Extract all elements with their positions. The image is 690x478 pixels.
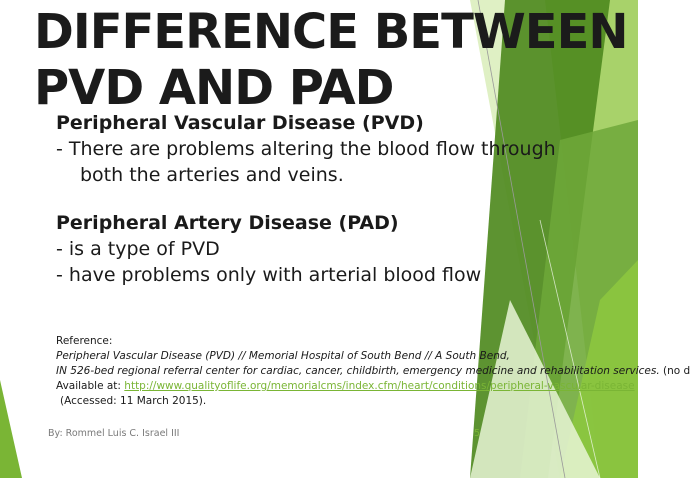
reference-available-row bbox=[56, 379, 690, 394]
reference-line-2-row bbox=[56, 364, 690, 379]
slide-title-line-1: DIFFERENCE BETWEEN bbox=[34, 4, 628, 60]
reference-line-2-tail: (no d bbox=[659, 365, 690, 377]
reference-line-2: IN 526-bed regional referral center for cardiac, cancer, childbirth, emergency medicine and rehabilitation services. bbox=[56, 365, 660, 377]
pad-line-1: - is a type of PVD bbox=[56, 238, 220, 260]
pad-line-2: - have problems only with arterial blood flow bbox=[56, 264, 482, 286]
pvd-line-1: - There are problems altering the blood flow through bbox=[56, 138, 556, 160]
reference-accessed: (Accessed: 11 March 2015). bbox=[60, 395, 207, 407]
reference-available-label: Available at: bbox=[56, 380, 125, 392]
pvd-line-2: both the arteries and veins. bbox=[80, 164, 344, 186]
reference-url-link[interactable]: http://www.qualityoflife.org/memorialcms/index.cfm/heart/conditions/peripheral-vascular-disease bbox=[124, 380, 635, 392]
reference-label: Reference: bbox=[56, 335, 113, 347]
pad-heading: Peripheral Artery Disease (PAD) bbox=[56, 212, 399, 234]
left-green-corner bbox=[0, 380, 22, 478]
reference-line-1: Peripheral Vascular Disease (PVD) // Memorial Hospital of South Bend // A South Bend, bbox=[56, 350, 510, 362]
slide-title-line-2: PVD AND PAD bbox=[34, 60, 394, 116]
reference-block bbox=[56, 334, 690, 409]
footer-author: By: Rommel Luis C. Israel III bbox=[48, 428, 180, 439]
pvd-heading: Peripheral Vascular Disease (PVD) bbox=[56, 112, 424, 134]
page-number: 5 bbox=[474, 428, 481, 439]
